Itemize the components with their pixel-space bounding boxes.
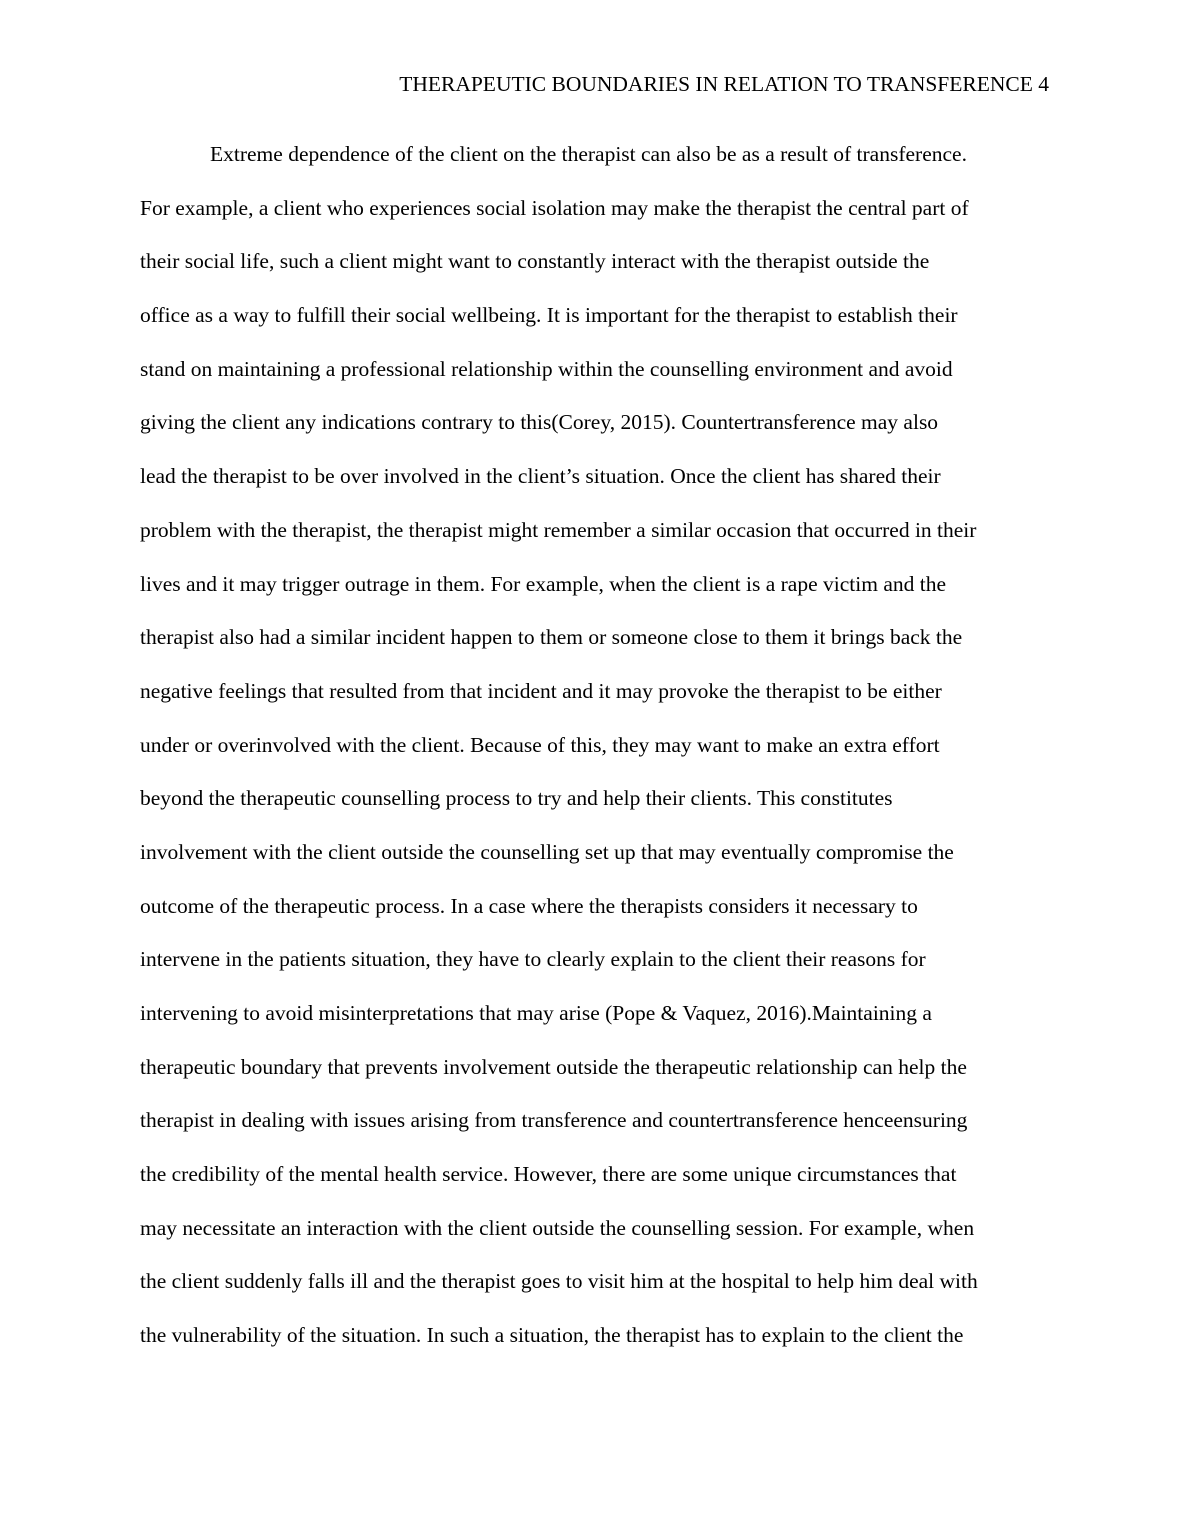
text-line: therapeutic boundary that prevents involvement outside the therapeutic relationship can help the	[140, 1054, 967, 1079]
text-line: involvement with the client outside the counselling set up that may eventually compromise the	[140, 839, 954, 864]
text-line: may necessitate an interaction with the client outside the counselling session. For example, when	[140, 1215, 975, 1240]
text-line: stand on maintaining a professional relationship within the counselling environment and avoid	[140, 356, 953, 381]
text-line: the credibility of the mental health service. However, there are some unique circumstances that	[140, 1162, 957, 1187]
text-line: the vulnerability of the situation. In such a situation, the therapist has to explain to the client the	[140, 1323, 964, 1348]
text-line: problem with the therapist, the therapist might remember a similar occasion that occurred in their	[140, 517, 977, 542]
text-line: intervening to avoid misinterpretations that may arise (Pope & Vaquez, 2016).Maintaining a	[140, 1001, 932, 1025]
body-paragraph	[140, 140, 1060, 1375]
text-line: For example, a client who experiences social isolation may make the therapist the central part of	[140, 195, 969, 220]
text-line: the client suddenly falls ill and the therapist goes to visit him at the hospital to help him deal with	[140, 1269, 978, 1294]
text-line: negative feelings that resulted from that incident and it may provoke the therapist to be either	[140, 678, 942, 703]
text-line: their social life, such a client might want to constantly interact with the therapist outside the	[140, 249, 930, 274]
text-line: therapist in dealing with issues arising from transference and countertransference henceensuring	[140, 1108, 968, 1133]
running-head: THERAPEUTIC BOUNDARIES IN RELATION TO TRANSFERENCE 4	[399, 72, 1049, 96]
text-line: intervene in the patients situation, they have to clearly explain to the client their reasons for	[140, 947, 926, 972]
text-line: office as a way to fulfill their social wellbeing. It is important for the therapist to establish their	[140, 303, 958, 328]
text-line: beyond the therapeutic counselling process to try and help their clients. This constitutes	[140, 786, 893, 811]
text-line: giving the client any indications contrary to this(Corey, 2015). Countertransference may also	[140, 410, 939, 435]
text-line: lives and it may trigger outrage in them. For example, when the client is a rape victim and the	[140, 571, 947, 596]
text-line: outcome of the therapeutic process. In a case where the therapists considers it necessary to	[140, 893, 918, 918]
text-line: lead the therapist to be over involved in the client’s situation. Once the client has shared their	[140, 464, 941, 489]
text-line: therapist also had a similar incident happen to them or someone close to them it brings back the	[140, 625, 963, 650]
text-line: under or overinvolved with the client. Because of this, they may want to make an extra effort	[140, 732, 940, 757]
text-line: Extreme dependence of the client on the therapist can also be as a result of transference.	[210, 142, 967, 166]
